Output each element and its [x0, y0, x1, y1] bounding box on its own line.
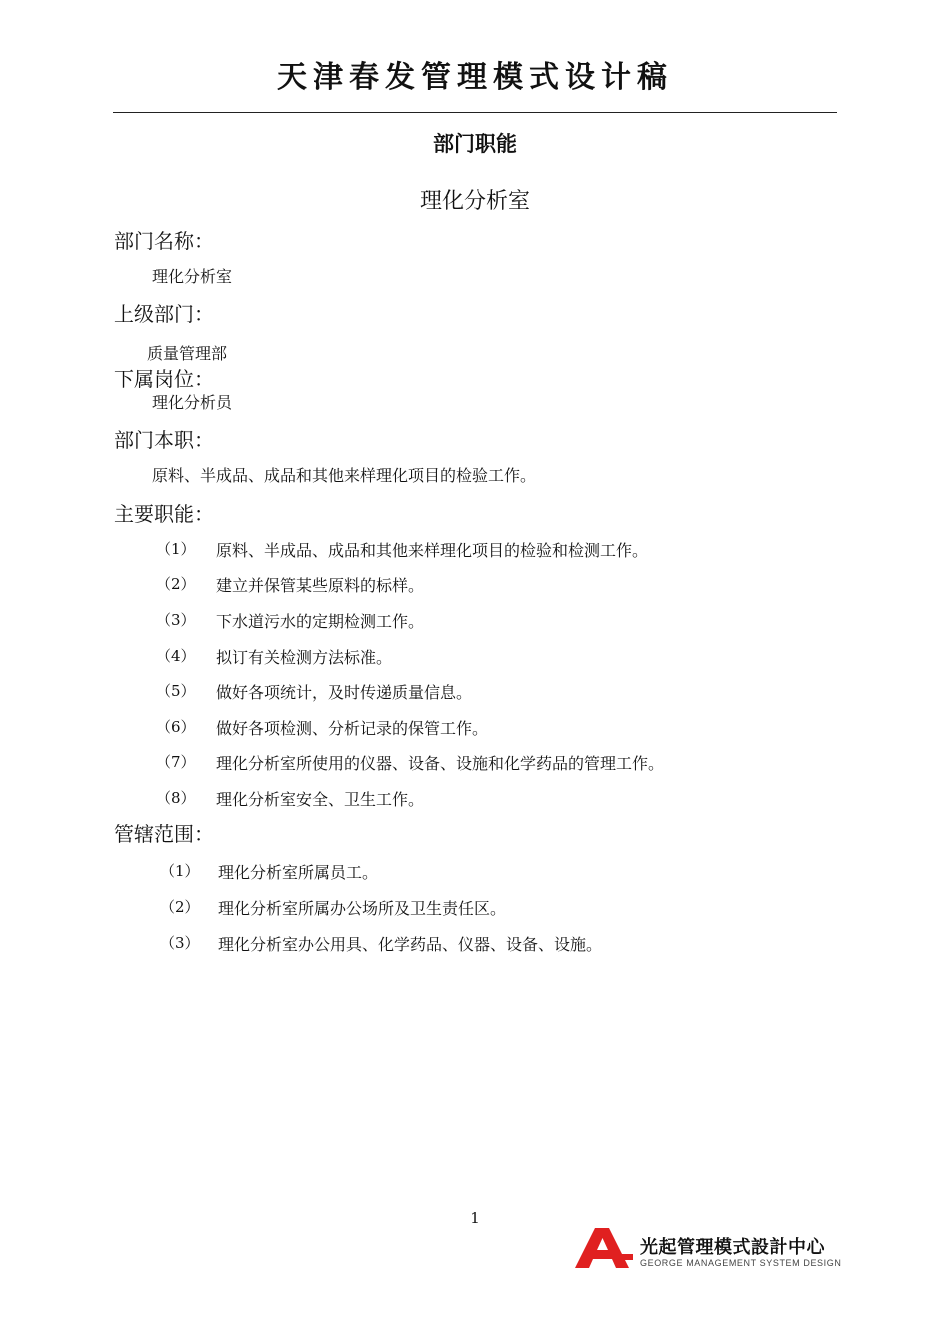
dept-name-label: 部门名称：	[114, 229, 214, 253]
logo-subtitle: GEORGE MANAGEMENT SYSTEM DESIGN	[640, 1258, 842, 1268]
dept-duty-label: 部门本职：	[114, 428, 214, 452]
item-number: （1）	[160, 862, 200, 880]
item-number: （2）	[160, 898, 200, 916]
item-text: 下水道污水的定期检测工作。	[216, 612, 425, 631]
item-text: 做好各项检测、分析记录的保管工作。	[216, 719, 489, 738]
department-heading: 理化分析室	[419, 189, 530, 214]
section-heading: 部门职能	[433, 132, 517, 156]
item-text: 理化分析室所属员工。	[218, 863, 379, 882]
dept-duty-value: 原料、半成品、成品和其他来样理化项目的检验工作。	[152, 466, 537, 485]
superior-dept-value: 质量管理部	[147, 344, 228, 363]
item-number: （8）	[156, 789, 196, 807]
item-text: 理化分析室安全、卫生工作。	[216, 790, 425, 809]
item-number: （3）	[156, 611, 196, 629]
dept-name-value: 理化分析室	[152, 267, 233, 286]
item-number: （7）	[156, 753, 196, 771]
item-text: 原料、半成品、成品和其他来样理化项目的检验和检测工作。	[216, 541, 649, 560]
superior-dept-label: 上级部门：	[114, 302, 214, 326]
item-text: 做好各项统计，及时传递质量信息。	[216, 683, 473, 702]
item-text: 理化分析室所使用的仪器、设备、设施和化学药品的管理工作。	[216, 754, 665, 773]
item-number: （5）	[156, 682, 196, 700]
item-number: （6）	[156, 718, 196, 736]
item-number: （2）	[156, 575, 196, 593]
title-divider	[113, 112, 837, 113]
item-number: （4）	[156, 647, 196, 665]
page-number: 1	[470, 1209, 480, 1227]
item-number: （1）	[156, 540, 196, 558]
subordinate-post-value: 理化分析员	[152, 393, 233, 412]
jurisdiction-label: 管辖范围：	[114, 822, 214, 846]
company-logo-icon	[575, 1228, 633, 1268]
item-text: 建立并保管某些原料的标样。	[216, 576, 425, 595]
subordinate-post-label: 下属岗位：	[114, 367, 214, 391]
logo-name: 光起管理模式設計中心	[640, 1237, 825, 1258]
item-number: （3）	[160, 934, 200, 952]
item-text: 理化分析室所属办公场所及卫生责任区。	[218, 899, 507, 918]
item-text: 理化分析室办公用具、化学药品、仪器、设备、设施。	[218, 935, 603, 954]
main-functions-label: 主要职能：	[114, 502, 214, 526]
document-title: 天津春发管理模式设计稿	[277, 60, 673, 95]
item-text: 拟订有关检测方法标准。	[216, 648, 393, 667]
